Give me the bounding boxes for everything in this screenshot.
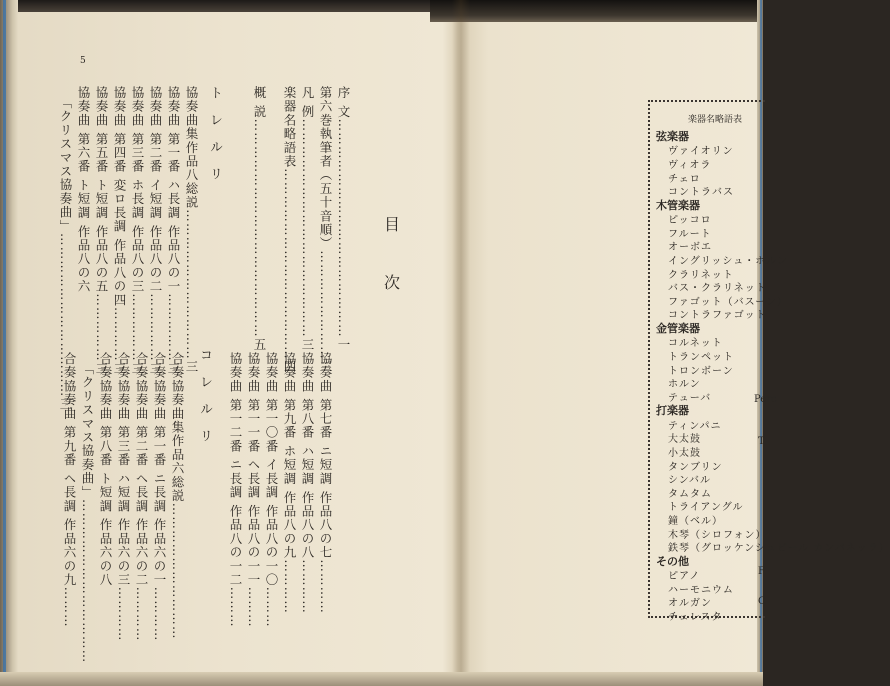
instrument-name: テューバ bbox=[668, 392, 712, 404]
toc-entry: 協奏曲 第一〇番 イ長調 作品八の一〇……… bbox=[264, 352, 279, 628]
instrument-name: オーボエ bbox=[668, 242, 712, 254]
instrument-name: ホルン bbox=[668, 379, 701, 391]
toc-title-char-1: 目 bbox=[384, 215, 401, 234]
instrument-name: コルネット bbox=[668, 338, 723, 350]
instrument-name: タムタム bbox=[668, 488, 712, 500]
abbreviation-fragment: F bbox=[758, 566, 765, 577]
toc-entry: 協奏曲 第八番 ハ短調 作品八の八………… bbox=[300, 352, 315, 615]
instrument-name: フルート bbox=[668, 228, 712, 240]
toc-entry: 協奏曲集作品八総説……………………………三 bbox=[184, 86, 199, 374]
toc-entry: 協奏曲 第一番 ハ長調 作品八の一……………三 bbox=[166, 86, 181, 376]
toc-entry: 協奏曲 第五番 ト短調 作品八の五……………三 bbox=[94, 86, 109, 376]
page-left-edge bbox=[0, 0, 18, 686]
toc-entry: 合奏協奏曲 第一番 ニ長調 作品六の一………… bbox=[152, 352, 167, 642]
abbreviation-fragment: C bbox=[758, 596, 766, 607]
toc-entry: 合奏協奏曲 第三番 ハ短調 作品六の三………… bbox=[116, 352, 131, 642]
section-heading-corelli: コレルリ bbox=[197, 348, 212, 456]
instrument-name: ハーモニウム bbox=[668, 584, 734, 596]
book-gutter bbox=[452, 0, 470, 686]
toc-entry: 協奏曲 第七番 ニ短調 作品八の七………… bbox=[318, 352, 333, 615]
toc-entry: 合奏協奏曲集作品六総説………………………… bbox=[170, 352, 185, 640]
instrument-name: ファゴット（バスーン） bbox=[668, 296, 788, 308]
toc-entry: 協奏曲 第一二番 ニ長調 作品八の一二……… bbox=[228, 352, 243, 628]
instrument-name: トライアングル bbox=[668, 502, 744, 514]
toc-entry: 「クリスマス協奏曲」………………………………三 bbox=[58, 96, 73, 412]
section-heading-torelli: トレルリ bbox=[207, 86, 222, 194]
toc-entry: 合奏協奏曲 第二番 ヘ長調 作品六の二………… bbox=[134, 352, 149, 642]
instrument-name: 大太鼓 bbox=[668, 434, 701, 446]
instrument-name: ピッコロ bbox=[668, 215, 712, 227]
instrument-abbreviation-table bbox=[648, 100, 890, 623]
scanner-bottom-edge bbox=[0, 672, 763, 686]
instrument-name: 木琴（シロフォン） bbox=[668, 529, 767, 541]
instrument-name: チェロ bbox=[668, 173, 701, 185]
instrument-name: クラリネット bbox=[668, 269, 734, 281]
instrument-name: オルガン bbox=[668, 598, 712, 610]
instrument-category: 打楽器 bbox=[656, 404, 689, 418]
toc-entry: 凡 例…………………………………………三 bbox=[300, 86, 315, 352]
toc-entry: 合奏協奏曲 第八番 ト短調 作品六の八 bbox=[98, 352, 113, 587]
instrument-name: イングリッシュ・ホルン bbox=[668, 256, 788, 267]
instrument-name: ヴィオラ bbox=[668, 160, 712, 171]
instrument-name: トランペット bbox=[668, 352, 734, 363]
instrument-name: チェレスタ bbox=[668, 612, 723, 623]
instrument-name: コントラファゴット bbox=[668, 310, 767, 322]
toc-entry: 協奏曲 第三番 ホ長調 作品八の三……………三 bbox=[130, 86, 145, 376]
toc-entry: 協奏曲 第九番 ホ短調 作品八の九………… bbox=[282, 352, 297, 615]
toc-entry: 第六巻執筆者（五十音順）……………………三 bbox=[318, 86, 333, 374]
toc-entry: 協奏曲 第一一番 ヘ長調 作品八の一一……… bbox=[246, 352, 261, 628]
instrument-name: 小太鼓 bbox=[668, 448, 701, 459]
toc-entry: 楽器名略語表……………………………………四 bbox=[282, 86, 297, 374]
instrument-name: 鉄琴（グロッケンシュピール カンパネッラ） bbox=[668, 543, 890, 555]
instrument-category: その他 bbox=[656, 554, 689, 568]
table-title: 楽器名略語表 bbox=[688, 115, 743, 125]
abbreviation-fragment: Perc bbox=[754, 394, 777, 405]
instrument-category: 金管楽器 bbox=[656, 322, 700, 335]
instrument-name: ピアノ bbox=[668, 571, 701, 583]
instrument-name: バス・クラリネット bbox=[668, 283, 767, 295]
toc-entry: 「クリスマス協奏曲」……………………………… bbox=[80, 362, 95, 664]
toc-entry: 協奏曲 第二番 イ短調 作品八の二……………三 bbox=[148, 86, 163, 376]
toc-entry: 協奏曲 第六番 ト短調 作品八の六 bbox=[76, 86, 91, 294]
instrument-name: 鐘（ベル） bbox=[668, 516, 723, 527]
toc-entry: 合奏協奏曲 第九番 ヘ長調 作品六の九……… bbox=[62, 352, 77, 628]
instrument-category: 弦楽器 bbox=[656, 130, 689, 143]
abbreviation-fragment: T bbox=[758, 436, 765, 447]
toc-entry: 協奏曲 第四番 変ロ長調 作品八の四…………三 bbox=[112, 86, 127, 376]
instrument-name: ヴァイオリン bbox=[668, 146, 734, 158]
instrument-name: シンバル bbox=[668, 475, 712, 487]
toc-entry: 序 文…………………………………………一 bbox=[336, 86, 351, 352]
instrument-name: ティンパニ bbox=[668, 420, 722, 432]
instrument-name: タンブリン bbox=[668, 461, 723, 473]
toc-title-char-2: 次 bbox=[384, 273, 401, 292]
instrument-name: トロンボーン bbox=[668, 365, 734, 377]
page-number: 5 bbox=[80, 56, 86, 66]
instrument-category: 木管楽器 bbox=[656, 198, 700, 212]
instrument-name: コントラバス bbox=[668, 187, 734, 199]
toc-entry: 概 説…………………………………………五 bbox=[252, 86, 267, 352]
book-cover-edge bbox=[430, 0, 763, 22]
